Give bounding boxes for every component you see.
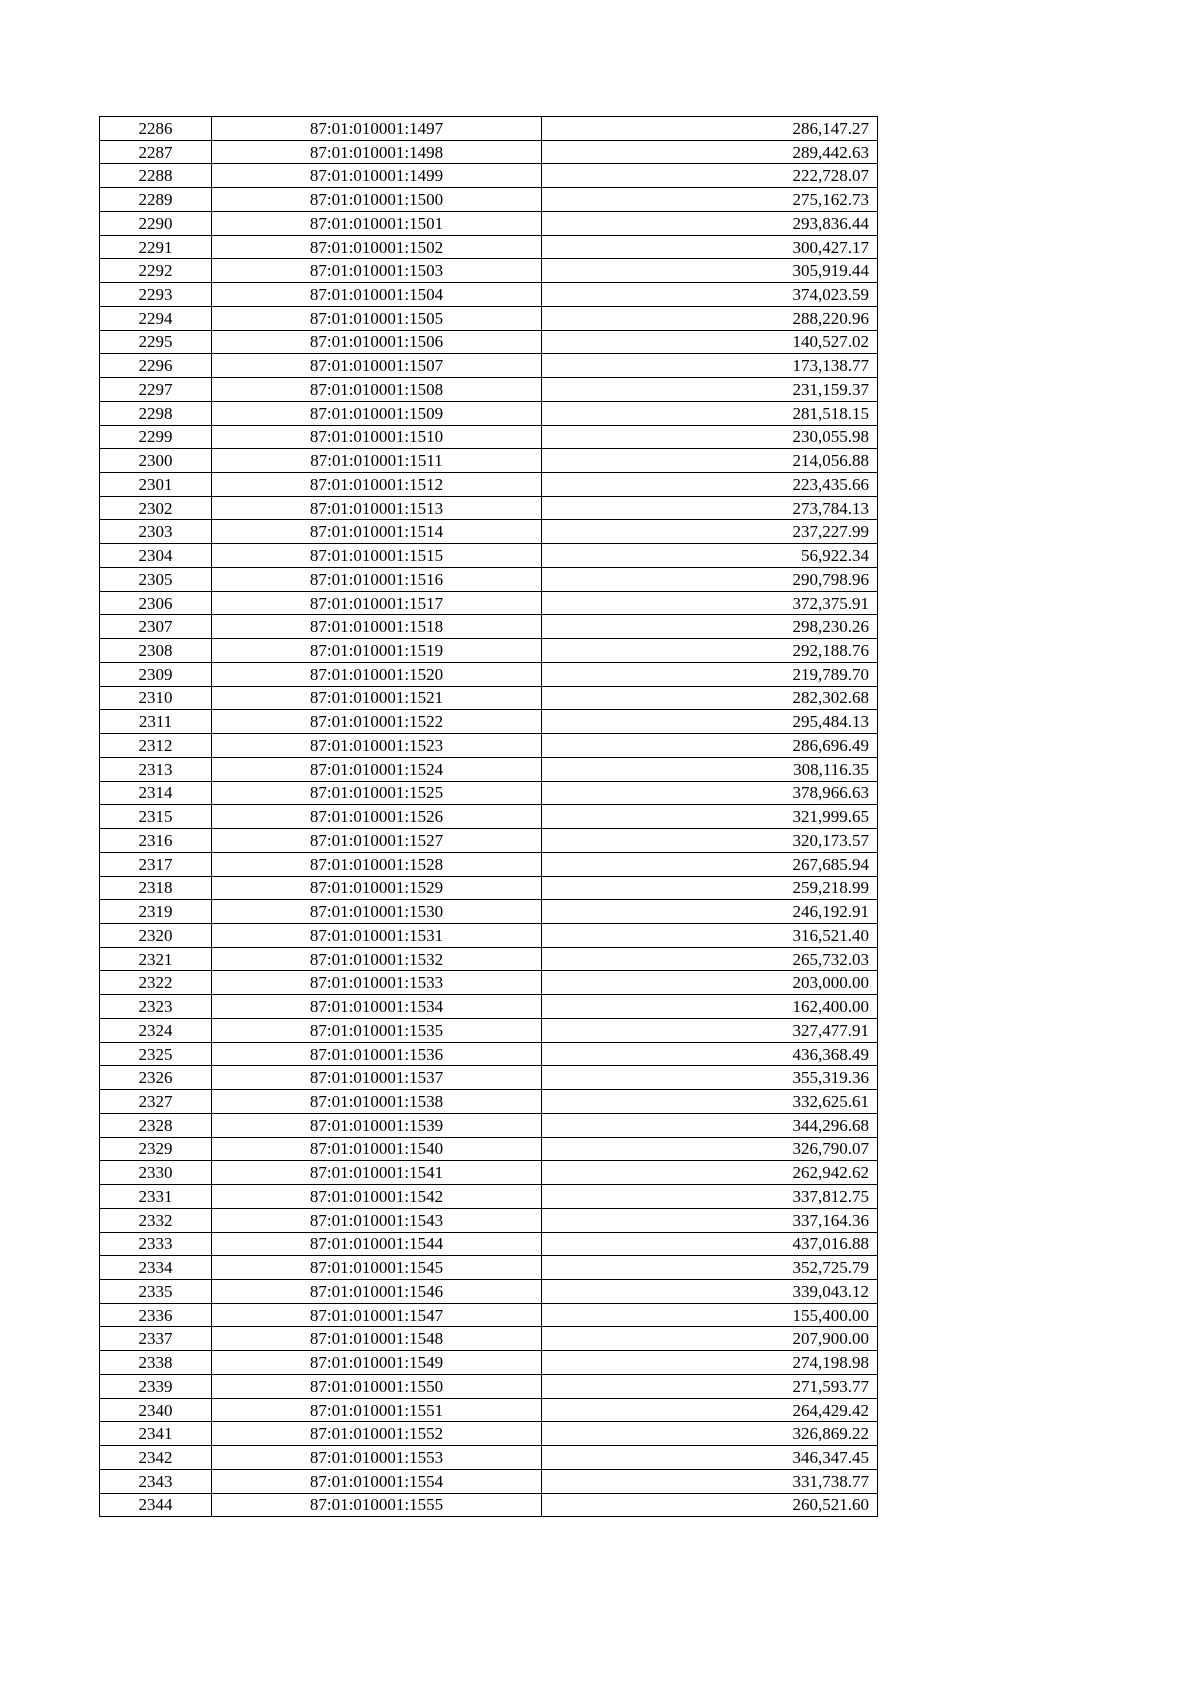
value-cell: 274,198.98 [542, 1351, 878, 1375]
value-cell: 437,016.88 [542, 1232, 878, 1256]
row-number-cell: 2315 [100, 805, 212, 829]
cadastral-number-cell: 87:01:010001:1538 [212, 1090, 542, 1114]
value-cell: 265,732.03 [542, 947, 878, 971]
value-cell: 260,521.60 [542, 1493, 878, 1517]
value-cell: 203,000.00 [542, 971, 878, 995]
cadastral-number-cell: 87:01:010001:1510 [212, 425, 542, 449]
table-row [100, 1208, 878, 1232]
row-number-cell: 2327 [100, 1090, 212, 1114]
table-row [100, 496, 878, 520]
row-number-cell: 2286 [100, 117, 212, 141]
value-cell: 344,296.68 [542, 1113, 878, 1137]
value-cell: 298,230.26 [542, 615, 878, 639]
cadastral-number-cell: 87:01:010001:1519 [212, 639, 542, 663]
value-cell: 436,368.49 [542, 1042, 878, 1066]
row-number-cell: 2287 [100, 140, 212, 164]
row-number-cell: 2307 [100, 615, 212, 639]
row-number-cell: 2300 [100, 449, 212, 473]
row-number-cell: 2336 [100, 1303, 212, 1327]
cadastral-number-cell: 87:01:010001:1550 [212, 1374, 542, 1398]
value-cell: 378,966.63 [542, 781, 878, 805]
cadastral-number-cell: 87:01:010001:1529 [212, 876, 542, 900]
row-number-cell: 2305 [100, 567, 212, 591]
table-row [100, 591, 878, 615]
table-row [100, 211, 878, 235]
row-number-cell: 2339 [100, 1374, 212, 1398]
value-cell: 262,942.62 [542, 1161, 878, 1185]
table-row [100, 520, 878, 544]
table-row [100, 188, 878, 212]
cadastral-number-cell: 87:01:010001:1517 [212, 591, 542, 615]
cadastral-number-cell: 87:01:010001:1527 [212, 829, 542, 853]
table-row [100, 757, 878, 781]
table-row [100, 473, 878, 497]
table-row [100, 781, 878, 805]
table-row [100, 662, 878, 686]
table-row [100, 259, 878, 283]
row-number-cell: 2317 [100, 852, 212, 876]
cadastral-number-cell: 87:01:010001:1548 [212, 1327, 542, 1351]
table-row [100, 1090, 878, 1114]
row-number-cell: 2314 [100, 781, 212, 805]
row-number-cell: 2341 [100, 1422, 212, 1446]
cadastral-number-cell: 87:01:010001:1514 [212, 520, 542, 544]
value-cell: 316,521.40 [542, 923, 878, 947]
cadastral-number-cell: 87:01:010001:1537 [212, 1066, 542, 1090]
value-cell: 286,147.27 [542, 117, 878, 141]
cadastral-number-cell: 87:01:010001:1521 [212, 686, 542, 710]
cadastral-number-cell: 87:01:010001:1553 [212, 1446, 542, 1470]
cadastral-number-cell: 87:01:010001:1497 [212, 117, 542, 141]
cadastral-number-cell: 87:01:010001:1523 [212, 734, 542, 758]
row-number-cell: 2309 [100, 662, 212, 686]
table-row [100, 1469, 878, 1493]
table-row [100, 378, 878, 402]
cadastral-number-cell: 87:01:010001:1540 [212, 1137, 542, 1161]
table-row [100, 1351, 878, 1375]
table-row [100, 1446, 878, 1470]
row-number-cell: 2332 [100, 1208, 212, 1232]
table-row [100, 615, 878, 639]
value-cell: 289,442.63 [542, 140, 878, 164]
table-row [100, 283, 878, 307]
table-row [100, 1374, 878, 1398]
cadastral-number-cell: 87:01:010001:1544 [212, 1232, 542, 1256]
cadastral-number-cell: 87:01:010001:1539 [212, 1113, 542, 1137]
value-cell: 286,696.49 [542, 734, 878, 758]
cadastral-value-table [99, 116, 878, 1517]
table-row [100, 971, 878, 995]
cadastral-number-cell: 87:01:010001:1531 [212, 923, 542, 947]
value-cell: 374,023.59 [542, 283, 878, 307]
cadastral-number-cell: 87:01:010001:1511 [212, 449, 542, 473]
row-number-cell: 2318 [100, 876, 212, 900]
row-number-cell: 2292 [100, 259, 212, 283]
table-row [100, 1066, 878, 1090]
value-cell: 290,798.96 [542, 567, 878, 591]
cadastral-number-cell: 87:01:010001:1500 [212, 188, 542, 212]
value-cell: 155,400.00 [542, 1303, 878, 1327]
row-number-cell: 2340 [100, 1398, 212, 1422]
value-cell: 332,625.61 [542, 1090, 878, 1114]
row-number-cell: 2289 [100, 188, 212, 212]
table-row [100, 829, 878, 853]
table-row [100, 306, 878, 330]
table-row [100, 449, 878, 473]
row-number-cell: 2313 [100, 757, 212, 781]
value-cell: 326,869.22 [542, 1422, 878, 1446]
cadastral-number-cell: 87:01:010001:1552 [212, 1422, 542, 1446]
value-cell: 320,173.57 [542, 829, 878, 853]
table-row [100, 1327, 878, 1351]
cadastral-number-cell: 87:01:010001:1525 [212, 781, 542, 805]
value-cell: 237,227.99 [542, 520, 878, 544]
table-row [100, 1113, 878, 1137]
value-cell: 230,055.98 [542, 425, 878, 449]
cadastral-number-cell: 87:01:010001:1541 [212, 1161, 542, 1185]
table-row [100, 425, 878, 449]
row-number-cell: 2330 [100, 1161, 212, 1185]
row-number-cell: 2338 [100, 1351, 212, 1375]
row-number-cell: 2335 [100, 1279, 212, 1303]
row-number-cell: 2337 [100, 1327, 212, 1351]
cadastral-number-cell: 87:01:010001:1535 [212, 1018, 542, 1042]
cadastral-number-cell: 87:01:010001:1528 [212, 852, 542, 876]
row-number-cell: 2312 [100, 734, 212, 758]
value-cell: 305,919.44 [542, 259, 878, 283]
value-cell: 214,056.88 [542, 449, 878, 473]
cadastral-number-cell: 87:01:010001:1506 [212, 330, 542, 354]
table-row [100, 710, 878, 734]
row-number-cell: 2301 [100, 473, 212, 497]
cadastral-number-cell: 87:01:010001:1547 [212, 1303, 542, 1327]
value-cell: 300,427.17 [542, 235, 878, 259]
table-row [100, 1303, 878, 1327]
value-cell: 331,738.77 [542, 1469, 878, 1493]
value-cell: 173,138.77 [542, 354, 878, 378]
cadastral-number-cell: 87:01:010001:1507 [212, 354, 542, 378]
table-row [100, 330, 878, 354]
value-cell: 162,400.00 [542, 995, 878, 1019]
table-body [100, 117, 878, 1517]
row-number-cell: 2328 [100, 1113, 212, 1137]
table-row [100, 639, 878, 663]
row-number-cell: 2293 [100, 283, 212, 307]
table-row [100, 1161, 878, 1185]
cadastral-number-cell: 87:01:010001:1513 [212, 496, 542, 520]
value-cell: 264,429.42 [542, 1398, 878, 1422]
value-cell: 246,192.91 [542, 900, 878, 924]
cadastral-number-cell: 87:01:010001:1498 [212, 140, 542, 164]
row-number-cell: 2308 [100, 639, 212, 663]
cadastral-number-cell: 87:01:010001:1526 [212, 805, 542, 829]
table-row [100, 995, 878, 1019]
cadastral-number-cell: 87:01:010001:1512 [212, 473, 542, 497]
value-cell: 355,319.36 [542, 1066, 878, 1090]
cadastral-number-cell: 87:01:010001:1533 [212, 971, 542, 995]
row-number-cell: 2320 [100, 923, 212, 947]
row-number-cell: 2310 [100, 686, 212, 710]
table-row [100, 567, 878, 591]
row-number-cell: 2322 [100, 971, 212, 995]
row-number-cell: 2321 [100, 947, 212, 971]
value-cell: 281,518.15 [542, 401, 878, 425]
table-row [100, 947, 878, 971]
value-cell: 282,302.68 [542, 686, 878, 710]
row-number-cell: 2302 [100, 496, 212, 520]
row-number-cell: 2319 [100, 900, 212, 924]
row-number-cell: 2334 [100, 1256, 212, 1280]
row-number-cell: 2296 [100, 354, 212, 378]
value-cell: 337,164.36 [542, 1208, 878, 1232]
value-cell: 295,484.13 [542, 710, 878, 734]
cadastral-number-cell: 87:01:010001:1522 [212, 710, 542, 734]
table-row [100, 1279, 878, 1303]
value-cell: 352,725.79 [542, 1256, 878, 1280]
value-cell: 321,999.65 [542, 805, 878, 829]
value-cell: 219,789.70 [542, 662, 878, 686]
table-row [100, 805, 878, 829]
cadastral-number-cell: 87:01:010001:1503 [212, 259, 542, 283]
table-row [100, 1185, 878, 1209]
table-row [100, 164, 878, 188]
table-row [100, 1137, 878, 1161]
value-cell: 273,784.13 [542, 496, 878, 520]
table-row [100, 235, 878, 259]
table-row [100, 140, 878, 164]
cadastral-number-cell: 87:01:010001:1530 [212, 900, 542, 924]
table-row [100, 852, 878, 876]
cadastral-number-cell: 87:01:010001:1551 [212, 1398, 542, 1422]
value-cell: 271,593.77 [542, 1374, 878, 1398]
value-cell: 327,477.91 [542, 1018, 878, 1042]
row-number-cell: 2291 [100, 235, 212, 259]
row-number-cell: 2316 [100, 829, 212, 853]
row-number-cell: 2306 [100, 591, 212, 615]
value-cell: 267,685.94 [542, 852, 878, 876]
table-row [100, 1256, 878, 1280]
cadastral-number-cell: 87:01:010001:1501 [212, 211, 542, 235]
value-cell: 222,728.07 [542, 164, 878, 188]
table-row [100, 401, 878, 425]
table-row [100, 1042, 878, 1066]
row-number-cell: 2290 [100, 211, 212, 235]
row-number-cell: 2311 [100, 710, 212, 734]
row-number-cell: 2324 [100, 1018, 212, 1042]
row-number-cell: 2325 [100, 1042, 212, 1066]
table-row [100, 544, 878, 568]
value-cell: 293,836.44 [542, 211, 878, 235]
table-row [100, 900, 878, 924]
value-cell: 223,435.66 [542, 473, 878, 497]
cadastral-number-cell: 87:01:010001:1546 [212, 1279, 542, 1303]
row-number-cell: 2288 [100, 164, 212, 188]
cadastral-number-cell: 87:01:010001:1549 [212, 1351, 542, 1375]
value-cell: 207,900.00 [542, 1327, 878, 1351]
table-row [100, 1018, 878, 1042]
row-number-cell: 2326 [100, 1066, 212, 1090]
row-number-cell: 2297 [100, 378, 212, 402]
cadastral-number-cell: 87:01:010001:1516 [212, 567, 542, 591]
value-cell: 346,347.45 [542, 1446, 878, 1470]
cadastral-number-cell: 87:01:010001:1543 [212, 1208, 542, 1232]
table-row [100, 1398, 878, 1422]
row-number-cell: 2303 [100, 520, 212, 544]
row-number-cell: 2294 [100, 306, 212, 330]
cadastral-number-cell: 87:01:010001:1545 [212, 1256, 542, 1280]
value-cell: 288,220.96 [542, 306, 878, 330]
row-number-cell: 2329 [100, 1137, 212, 1161]
table-row [100, 876, 878, 900]
cadastral-number-cell: 87:01:010001:1534 [212, 995, 542, 1019]
value-cell: 339,043.12 [542, 1279, 878, 1303]
value-cell: 231,159.37 [542, 378, 878, 402]
row-number-cell: 2304 [100, 544, 212, 568]
row-number-cell: 2295 [100, 330, 212, 354]
value-cell: 275,162.73 [542, 188, 878, 212]
row-number-cell: 2333 [100, 1232, 212, 1256]
row-number-cell: 2331 [100, 1185, 212, 1209]
value-cell: 292,188.76 [542, 639, 878, 663]
value-cell: 308,116.35 [542, 757, 878, 781]
cadastral-number-cell: 87:01:010001:1504 [212, 283, 542, 307]
value-cell: 337,812.75 [542, 1185, 878, 1209]
row-number-cell: 2344 [100, 1493, 212, 1517]
cadastral-number-cell: 87:01:010001:1505 [212, 306, 542, 330]
row-number-cell: 2299 [100, 425, 212, 449]
row-number-cell: 2298 [100, 401, 212, 425]
cadastral-number-cell: 87:01:010001:1515 [212, 544, 542, 568]
table-row [100, 1422, 878, 1446]
cadastral-number-cell: 87:01:010001:1509 [212, 401, 542, 425]
cadastral-number-cell: 87:01:010001:1499 [212, 164, 542, 188]
table-row [100, 1232, 878, 1256]
value-cell: 372,375.91 [542, 591, 878, 615]
value-cell: 259,218.99 [542, 876, 878, 900]
table-row [100, 686, 878, 710]
value-cell: 56,922.34 [542, 544, 878, 568]
cadastral-number-cell: 87:01:010001:1518 [212, 615, 542, 639]
cadastral-number-cell: 87:01:010001:1532 [212, 947, 542, 971]
row-number-cell: 2343 [100, 1469, 212, 1493]
cadastral-number-cell: 87:01:010001:1555 [212, 1493, 542, 1517]
cadastral-number-cell: 87:01:010001:1508 [212, 378, 542, 402]
table-row [100, 1493, 878, 1517]
cadastral-number-cell: 87:01:010001:1520 [212, 662, 542, 686]
value-cell: 140,527.02 [542, 330, 878, 354]
row-number-cell: 2342 [100, 1446, 212, 1470]
table-row [100, 734, 878, 758]
cadastral-number-cell: 87:01:010001:1542 [212, 1185, 542, 1209]
cadastral-number-cell: 87:01:010001:1524 [212, 757, 542, 781]
value-cell: 326,790.07 [542, 1137, 878, 1161]
table-row [100, 354, 878, 378]
table-row [100, 923, 878, 947]
cadastral-number-cell: 87:01:010001:1554 [212, 1469, 542, 1493]
row-number-cell: 2323 [100, 995, 212, 1019]
table-row [100, 117, 878, 141]
cadastral-number-cell: 87:01:010001:1536 [212, 1042, 542, 1066]
cadastral-number-cell: 87:01:010001:1502 [212, 235, 542, 259]
